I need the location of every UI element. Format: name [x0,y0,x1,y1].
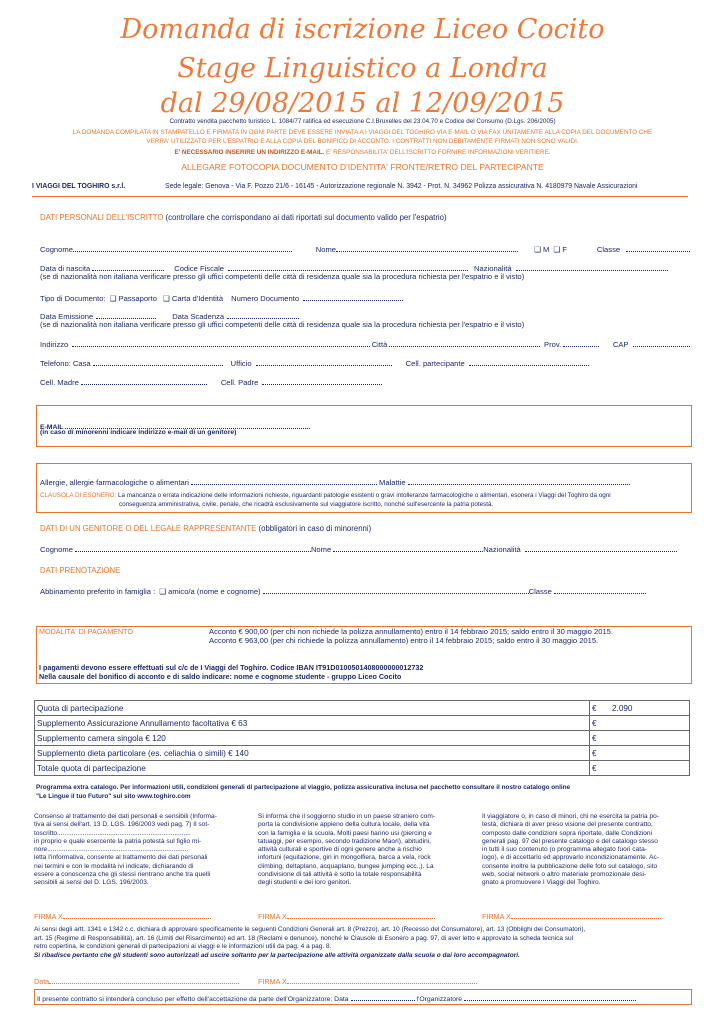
cap-label: CAP [612,340,629,349]
single-room-value[interactable] [610,731,690,746]
deposit-option-1: Acconto € 900,00 (per chi non richiede la polizza annullamento) entro il 14 febbraio 2015; saldo entro il 30 maggio 2015. [209,627,613,636]
table-row [35,701,690,716]
final-signature-field[interactable] [287,975,477,984]
activities-line: condivisione di tali attività è sotto la totale responsabilità [258,871,422,879]
email-box [36,405,692,447]
diet-value[interactable] [610,746,690,761]
birth-date-field[interactable] [92,262,164,271]
activities-line: infortuni (equitazione, giri in mongolfiera, barca a vela, rock [258,854,431,862]
title-line-3: dal 29/08/2015 al 12/09/2015 [160,88,565,119]
title-line-2: Stage Linguistico a Londra [177,53,548,84]
document-type-row [40,292,403,303]
exemption-text-2: conseguenza amministrativa, civile, penale, che ricadrà esclusivamente sul viaggiatore iscritto, nonché sull'esercente la patria potestà. [119,501,494,508]
email-required-bold: E' NECESSARIO INSERIRE UN INDIRIZZO E-MAIL. [174,149,325,156]
issue-date-label: Data Emissione [40,312,94,321]
table-row [35,731,690,746]
contract-line: consente inoltre la pubblicazione delle foto sul catalogo, sito [482,862,658,870]
privacy-line: toscritto......................................................................... [34,829,191,837]
mother-mobile-field[interactable] [81,376,207,385]
parents-mobile-row [40,376,382,387]
address-field[interactable] [72,338,369,347]
contract-line: in tutti il suo contenuto (o programma allegato fuori cata- [482,846,647,854]
parent-name-field[interactable] [333,543,483,552]
activities-line: tatuaggi, per esempio, secondo tradizione Maori), abitudini, [258,837,432,845]
parent-nationality-field[interactable] [525,543,677,552]
signature-field[interactable] [511,910,661,919]
total-value[interactable] [610,761,690,776]
contract-line: generali pag. 97 del presente catalogo e del catalogo stesso [482,837,658,845]
title-line-1: Domanda di iscrizione Liceo Cocito [120,14,605,45]
address-label: Indirizzo [40,340,69,349]
classe-label: Classe [596,245,621,254]
header-divider [32,196,688,197]
specific-approval-text [34,926,694,960]
document-number-label: Numero Documento [231,294,300,303]
deposit-option-2: Acconto € 963,00 (per chi richiede la polizza annullamento) entro il 14 febbraio 2015; saldo entro il 30 maggio 2015. [209,636,599,645]
activities-line: degli studenti e dei loro genitori. [258,879,352,887]
contract-line: testà, dichiara di aver preso visione del presente contratto, [482,821,653,829]
allergy-field[interactable] [191,476,377,485]
friend-checkbox[interactable]: ❑ amico/a (nome e cognome) [159,587,261,596]
pairing-label: Abbinamento preferito in famiglia : [40,587,156,596]
home-phone-label: Telefono: Casa [40,359,91,368]
signature-label: FIRMA X [34,912,63,921]
signature-contract [482,910,661,921]
exemption-label: CLAUSOLA DI ESONERO: [40,492,117,499]
contract-acceptance-row [37,992,636,1003]
privacy-line: letta l'informativa, consente al trattamento dei dati personali [34,854,208,862]
activities-line: attività culturali e sportive di ogni genere anche a rischio [258,846,422,854]
gender-f-label: F [562,245,567,254]
privacy-line: essere a conoscenza che gli stessi rientrano anche tra quelli [34,871,211,879]
phone-row [40,357,690,368]
total-currency: € [590,761,611,776]
insurance-currency: € [590,716,611,731]
expiry-date-label: Data Scadenza [172,312,225,321]
allergy-label: Allergie, allergie farmacologiche o alimentari [40,478,189,487]
quota-label: Quota di partecipazione [35,701,590,716]
issue-date-field[interactable] [96,310,156,319]
quota-value[interactable]: 2.090 [610,701,690,716]
contract-consent-column [482,813,692,888]
photocopy-note: ALLEGARE FOTOCOPIA DOCUMENTO D'IDENTITA' FRONTE/RETRO DEL PARTECIPANTE [181,162,544,172]
privacy-line: nei termini e con le modalità ivi indicate, dichiarando di [34,862,194,870]
parent-surname-field[interactable] [75,543,311,552]
table-row [35,761,690,776]
id-card-checkbox[interactable]: ❑ Carta d'Identità [162,294,224,303]
illness-field[interactable] [408,476,630,485]
friend-class-field[interactable] [554,585,646,594]
signature-privacy [34,910,211,921]
catalog-note-2: "Le Lingue il tuo Futuro" sul sito www.toghiro.com [36,793,191,800]
home-phone-field[interactable] [93,357,223,366]
cognome-label: Cognome [40,245,73,254]
final-date-label: Data [34,977,50,986]
passport-label: Passaporto [118,294,157,303]
office-phone-label: Ufficio [230,359,252,368]
nationality-note-2: (se di nazionalità non italiana verificare presso gli uffici competenti delle città di residenza quale sia la procedura richiesta per l'espatrio e il visto) [40,320,525,329]
privacy-line: sensibili ai sensi del D. LGS. 196/2003. [34,879,149,887]
nationality-label: Nazionalità [474,264,512,273]
table-row [35,746,690,761]
personal-data-heading [40,213,447,222]
contract-acceptance-box [34,989,692,1005]
nome-label: Nome [315,245,337,254]
exemption-text-1: La mancanza o errata indicazione delle informazioni richieste, riguardanti patologie esistenti o gravi intolleranze farmacologiche o alimentari, esonera i Viaggi del Toghiro da ogni [118,492,611,499]
activities-consent-column [258,813,473,888]
fiscal-code-label: Codice Fiscale [174,264,225,273]
single-room-supplement-label: Supplemento camera singola € 120 [35,731,590,746]
birth-date-label: Data di nascita [40,264,91,273]
city-label: Città [371,340,388,349]
payment-heading: MODALITA' DI PAGAMENTO [39,627,134,636]
exemption-clause [40,492,611,499]
final-date-row [34,975,239,986]
email-note: (in caso di minorenni indicare indirizzo e-mail di un genitore) [40,429,237,436]
parent-row [40,543,690,554]
total-label: Totale quota di partecipazione [35,761,590,776]
parent-heading-note: (obbligatori in caso di minorenni) [258,524,372,533]
privacy-line: nore............................................................................. [34,846,189,854]
signature-label: FIRMA X [482,912,511,921]
organizer-signature-field[interactable] [464,992,636,1001]
instructions-line-2: VERRA' UTILIZZATO PER L'ESPATRIO E ALLA COPIA DEL BONIFICO DI ACCONTO. I CONTRATTI NON DEBITAMENTE FIRMATI NON SONO VALIDI. [146,138,579,145]
contract-line: Il viaggiatore o, in caso di minori, chi ne esercita la patria po- [482,813,660,820]
contract-reference: Contratto vendita pacchetto turistico L. 1084/77 ratifica ed esecuzione C.I.Bruxelles del 23.04.70 e Codice del Consumo (D.Lgs. 206/2005) [169,118,556,125]
address-row [40,338,690,349]
activities-line: con la famiglia e la scuola. Molti paesi hanno usi (piercing e [258,829,432,837]
contract-line: gnato a promuovere I Viaggi del Toghiro. [482,879,601,887]
privacy-line: Consenso al trattamento dei dati personali e sensibili (Informa- [34,813,217,820]
city-field[interactable] [389,338,540,347]
iban-note: I pagamenti devono essere effettuati sul c/c de I Viaggi del Toghiro. Codice IBAN IT91D0100501408000000012732 [39,663,424,672]
activities-line: climbing, deltaplano, acquaplano, bungee jumping ecc.,). La [258,862,434,870]
acceptance-label: Il presente contratto si intenderà concluso per effetto dell'accettazione da parte dell'Organizzatore: Data [37,996,349,1003]
allergy-row [40,476,630,487]
insurance-supplement-label: Supplemento Assicurazione Annullamento facoltativa € 63 [35,716,590,731]
approval-line: art. 15 (Regime di Responsabilità), art. 16 (Limiti del Risarcimento) ed art. 18 (Reclami e denunce), nonché le Clausole di Esonero a pag. 97, di aver letto e approvato la scheda tecnica sul [34,934,574,942]
quota-currency: € [590,701,611,716]
privacy-consent-column [34,813,249,888]
parent-heading-label: DATI DI UN GENITORE O DEL LEGALE RAPPRESENTANTE [40,524,257,533]
acceptance-date-field[interactable] [351,992,415,1001]
activities-line: porta la condivisione appieno della cultura locale, della vita [258,821,430,829]
fiscal-code-field[interactable] [228,262,468,271]
nome-field[interactable] [336,243,518,252]
approval-line: retro copertina, le condizioni generali di partecipazioni ai viaggi e le informazioni utili da pag. 4 a pag. 8. [34,943,332,950]
approval-line: Ai sensi degli artt. 1341 e 1342 c.c. dichiara di approvare specificamente le seguenti Condizioni Generali art. 8 (Prezzo), art. 10 (Recesso del Consumatore), art. 13 (Obblighi dei Consumatori), [34,926,586,933]
nationality-field[interactable] [516,262,668,271]
privacy-line: tiva ai sensi dell'art. 13 D. LGS. 196/2003 vedi pag. 7) Il sot- [34,821,210,829]
privacy-line: in proprio e quale esercente la patria potestà sul figlio mi- [34,837,202,845]
gender-m-label: M [542,245,550,254]
parent-surname-label: Cognome [40,545,73,554]
booking-heading: DATI PRENOTAZIONE [40,566,121,575]
cap-field[interactable] [633,338,691,347]
diet-currency: € [590,746,611,761]
signature-field[interactable] [287,910,435,919]
document-number-field[interactable] [303,292,403,301]
diet-supplement-label: Supplemento dieta particolare (es. celiachia o simili) € 140 [35,746,590,761]
father-mobile-field[interactable] [262,376,382,385]
name-row [40,243,690,254]
mother-mobile-label: Cell. Madre [40,378,79,387]
company-info: Sede legale: Genova - Via F. Pozzo 21/6 - 16145 - Autorizzazione regionale N. 3942 - Prot. N. 34962 Polizza assicurativa N. 4180979 Navale Assicurazioni [165,183,638,190]
single-room-currency: € [590,731,611,746]
quota-table [34,700,690,776]
id-card-label: Carta d'Identità [171,294,224,303]
classe-field[interactable] [626,243,690,252]
activities-line: Si informa che il soggiorno studio in un paese straniero com- [258,813,436,820]
payment-box [36,626,692,684]
catalog-note-1: Programma extra catalogo. Per informazioni utili, condizioni generali di partecipazione al viaggio, polizza assicurativa inclusa nel pacchetto consultare il nostro catalogo online [36,784,571,791]
parent-heading [40,524,371,533]
father-mobile-label: Cell. Padre [220,378,259,387]
province-field[interactable] [563,338,599,347]
allergy-box [36,463,692,513]
email-label: E-MAIL [40,424,64,431]
friend-name-field[interactable] [263,585,529,594]
participant-mobile-label: Cell. partecipante [405,359,465,368]
document-type-label: Tipo di Documento: [40,294,106,303]
cognome-field[interactable] [73,243,292,252]
contract-line: composto dalle condizioni sopra riportate, dalle Condizioni [482,829,653,837]
signature-field[interactable] [63,910,211,919]
parent-name-label: Nome [310,545,332,554]
company-name: I VIAGGI DEL TOGHIRO s.r.l. [32,183,126,190]
signature-label: FIRMA X [258,912,287,921]
truthful-info-note: E' RESPONSABILITA' DELL'ISCRITTO FORNIRE INFORMAZIONI VERITIERE. [324,149,551,156]
final-signature-row [258,975,477,986]
friend-label: amico/a (nome e cognome) [168,587,261,596]
passport-checkbox[interactable]: ❑ Passaporto [109,294,157,303]
instructions-line-1: LA DOMANDA COMPILATA IN STAMPATELLO E FIRMATA IN OGNI PARTE DEVE ESSERE INVIATA A I VIAGGI DEL TOGHIRO VIA E-MAIL O VIA FAX UNITAMENTE ALLA COPIA DEL DOCUMENTO CHE [72,129,653,136]
final-date-field[interactable] [49,975,239,984]
expiry-date-field[interactable] [227,310,299,319]
booking-row [40,585,690,596]
friend-class-label: Classe [528,587,552,596]
email-field[interactable] [65,420,310,429]
personal-heading-label: DATI PERSONALI DELL'ISCRITTO [40,213,164,222]
signature-activities [258,910,435,921]
province-label: Prov. [544,340,562,349]
email-required-note [0,149,725,158]
parent-nationality-label: Nazionalità [483,545,521,554]
table-row [35,716,690,731]
organizer-label: l'Organizzatore [416,996,463,1003]
gender-m-checkbox[interactable]: ❑ M [534,245,550,254]
final-signature-label: FIRMA X [258,977,287,986]
contract-line: logo), e di accettarlo ed approvarlo incondizionatamente. Ac- [482,854,660,862]
transfer-reason-note: Nella causale del bonifico di acconto e di saldo indicare: nome e cognome studente - gruppo Liceo Cocito [39,672,402,681]
outing-authorization-note: Si ribadisce pertanto che gli studenti sono autorizzati ad uscire soltanto per la partecipazione alle attività organizzate dalla scuola o dai loro accompagnatori. [34,951,520,959]
nationality-note-1: (se di nazionalità non italiana verificare presso gli uffici competenti delle città di residenza quale sia la procedura richiesta per l'espatrio e il visto) [40,272,525,281]
personal-heading-note: (controllare che corrispondano ai dati riportati sul documento valido per l'espatrio) [163,213,447,222]
participant-mobile-field[interactable] [469,357,589,366]
insurance-value[interactable] [610,716,690,731]
illness-label: Malattie [379,478,406,487]
office-phone-field[interactable] [256,357,392,366]
gender-f-checkbox[interactable]: ❑ F [553,245,567,254]
contract-line: web, social network o altro materiale promozionale desi- [482,871,647,879]
